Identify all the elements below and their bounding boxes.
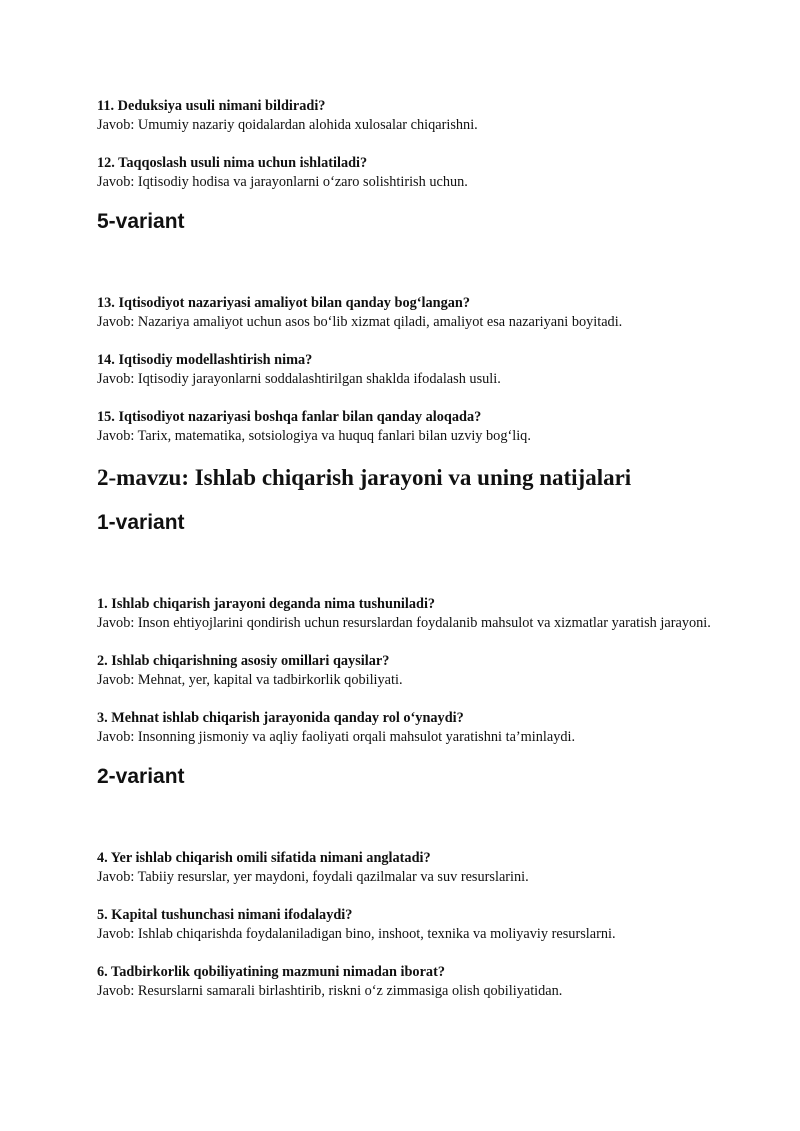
answer-text: Javob: Iqtisodiy hodisa va jarayonlarni o‘zaro solishtirish uchun.	[97, 174, 468, 190]
question-text: 11. Deduksiya usuli nimani bildiradi?	[97, 98, 326, 114]
question-text: 13. Iqtisodiyot nazariyasi amaliyot bilan qanday bog‘langan?	[97, 295, 470, 311]
question-block-1	[97, 595, 760, 633]
question-block-6	[97, 963, 760, 1001]
answer-text: Javob: Tabiiy resurslar, yer maydoni, foydali qazilmalar va suv resurslarini.	[97, 869, 529, 885]
question-block-5	[97, 906, 760, 944]
question-block-3	[97, 709, 760, 747]
question-block-12	[97, 154, 760, 192]
variant-heading: 5-variant	[97, 210, 185, 233]
question-text: 5. Kapital tushunchasi nimani ifodalaydi?	[97, 907, 353, 923]
question-text: 1. Ishlab chiqarish jarayoni deganda nima tushuniladi?	[97, 596, 436, 612]
question-text: 4. Yer ishlab chiqarish omili sifatida nimani anglatadi?	[97, 850, 431, 866]
question-block-15	[97, 408, 760, 446]
question-text: 14. Iqtisodiy modellashtirish nima?	[97, 352, 313, 368]
question-text: 2. Ishlab chiqarishning asosiy omillari qaysilar?	[97, 653, 390, 669]
answer-text: Javob: Tarix, matematika, sotsiologiya va huquq fanlari bilan uzviy bog‘liq.	[97, 428, 531, 444]
topic-heading: 2-mavzu: Ishlab chiqarish jarayoni va uning natijalari	[97, 465, 632, 490]
answer-text: Javob: Insonning jismoniy va aqliy faoliyati orqali mahsulot yaratishni ta’minlaydi.	[97, 729, 576, 745]
variant-heading: 2-variant	[97, 765, 185, 788]
answer-text: Javob: Inson ehtiyojlarini qondirish uchun resurslardan foydalanib mahsulot va xizmatlar yaratish jarayoni.	[97, 615, 711, 631]
question-text: 12. Taqqoslash usuli nima uchun ishlatiladi?	[97, 155, 368, 171]
question-block-11	[97, 97, 760, 135]
answer-text: Javob: Nazariya amaliyot uchun asos bo‘lib xizmat qiladi, amaliyot esa nazariyani boyitadi.	[97, 314, 623, 330]
question-text: 3. Mehnat ishlab chiqarish jarayonida qanday rol o‘ynaydi?	[97, 710, 464, 726]
question-text: 15. Iqtisodiyot nazariyasi boshqa fanlar bilan qanday aloqada?	[97, 409, 482, 425]
answer-text: Javob: Mehnat, yer, kapital va tadbirkorlik qobiliyati.	[97, 672, 403, 688]
question-block-4	[97, 849, 760, 887]
answer-text: Javob: Ishlab chiqarishda foydalaniladigan bino, inshoot, texnika va moliyaviy resurslarni.	[97, 926, 616, 942]
question-text: 6. Tadbirkorlik qobiliyatining mazmuni nimadan iborat?	[97, 964, 445, 980]
answer-text: Javob: Resurslarni samarali birlashtirib, riskni o‘z zimmasiga olish qobiliyatidan.	[97, 983, 563, 999]
variant-heading: 1-variant	[97, 511, 185, 534]
answer-text: Javob: Umumiy nazariy qoidalardan alohida xulosalar chiqarishni.	[97, 117, 478, 133]
question-block-2	[97, 652, 760, 690]
question-block-13	[97, 294, 760, 332]
answer-text: Javob: Iqtisodiy jarayonlarni soddalashtirilgan shaklda ifodalash usuli.	[97, 371, 501, 387]
question-block-14	[97, 351, 760, 389]
